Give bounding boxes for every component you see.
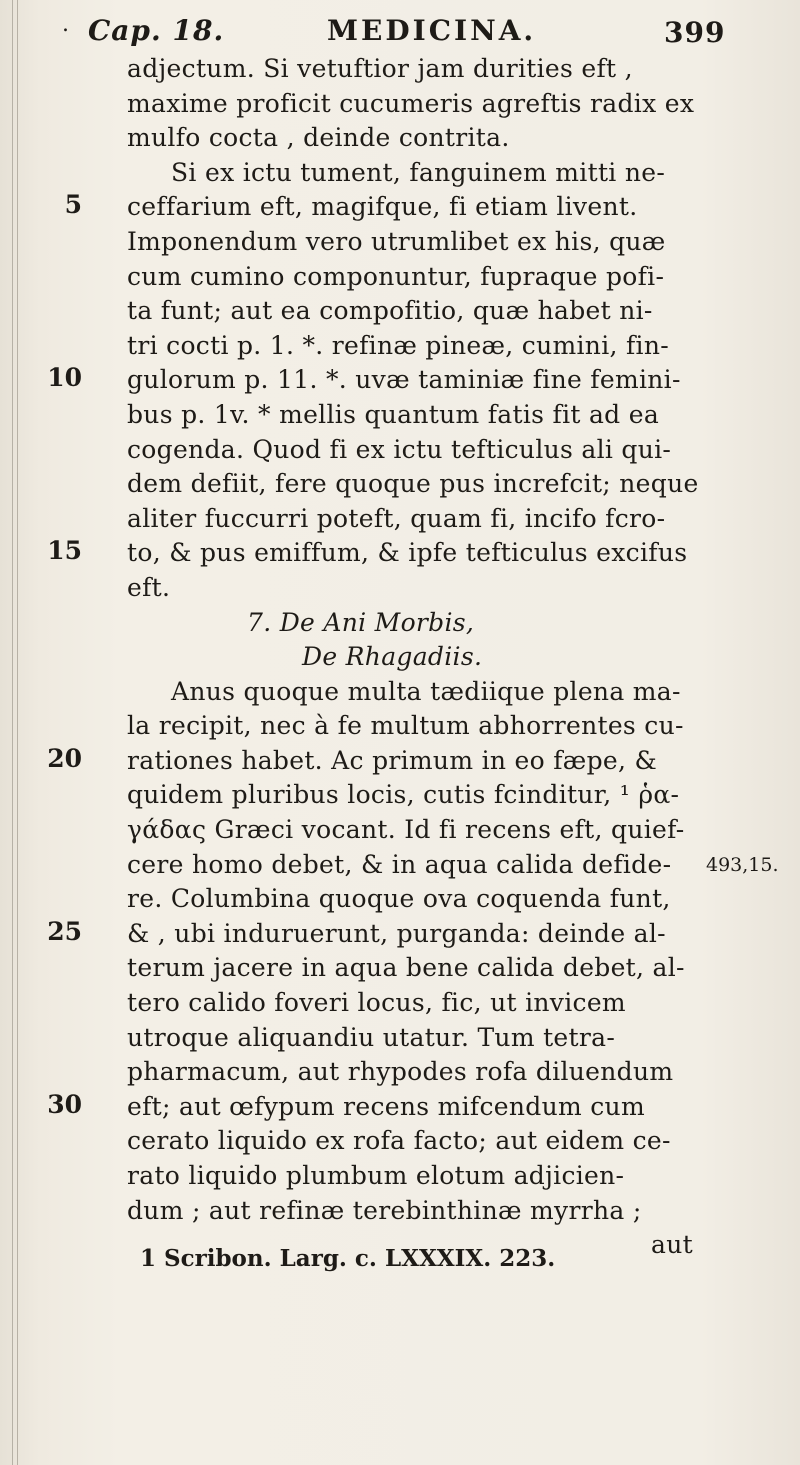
text-line: Imponendum vero utrumlibet ex his, quæ xyxy=(127,226,666,256)
line-number: 30 xyxy=(47,1090,82,1119)
line-number: 25 xyxy=(47,917,82,946)
text-line: utroque aliquandiu utatur. Tum tetra- xyxy=(127,1022,616,1052)
section-heading: 7. De Ani Morbis, xyxy=(247,607,475,637)
text-line: eft; aut œfypum recens mifcendum cum xyxy=(127,1091,645,1121)
text-line: γάδας Græci vocant. Id fi recens eft, quief- xyxy=(127,815,685,845)
text-line: rationes habet. Ac primum in eo fæpe, & xyxy=(127,745,658,775)
text-line: & , ubi induruerunt, purganda: deinde al- xyxy=(127,918,666,948)
text-line: cerato liquido ex rofa facto; aut eidem ce- xyxy=(127,1126,671,1156)
text-line: terum jacere in aqua bene calida debet, al- xyxy=(127,953,685,983)
catchword: aut xyxy=(651,1230,693,1260)
line-number: 10 xyxy=(47,363,82,392)
text-line: mulfo cocta , deinde contrita. xyxy=(127,123,510,153)
text-line: cum cumino componuntur, fupraque pofi- xyxy=(127,261,665,291)
text-line: pharmacum, aut rhypodes rofa diluendum xyxy=(127,1057,674,1087)
text-line: la recipit, nec à fe multum abhorrentes cu- xyxy=(127,711,684,741)
line-number: 20 xyxy=(47,744,82,773)
text-line: rato liquido plumbum elotum adjicien- xyxy=(127,1161,625,1190)
margin-reference: 493,15. xyxy=(706,854,779,876)
text-line: Si ex ictu tument, fanguinem mitti ne- xyxy=(171,157,666,187)
text-line: to, & pus emiffum, & ipfe tefticulus excifus xyxy=(127,538,688,568)
text-line: cere homo debet, & in aqua calida defide- xyxy=(127,849,672,879)
text-line: cogenda. Quod fi ex ictu tefticulus ali qui- xyxy=(127,434,672,464)
page-edge-line xyxy=(12,0,13,1465)
header-mark: . xyxy=(62,12,70,37)
text-line: adjectum. Si vetuftior jam durities eft , xyxy=(127,54,633,83)
section-subheading: De Rhagadiis. xyxy=(302,642,483,672)
text-line: bus p. 1v. * mellis quantum fatis fit ad ea xyxy=(127,399,660,429)
line-number: 5 xyxy=(64,190,82,219)
text-line: dem defiit, fere quoque pus increfcit; neque xyxy=(127,469,699,499)
chapter-label: Cap. 18. xyxy=(88,14,225,47)
page-edge-line xyxy=(17,0,18,1465)
text-line: ta funt; aut ea compofitio, quæ habet ni- xyxy=(127,296,653,326)
text-line: dum ; aut refinæ terebinthinæ myrrha ; xyxy=(127,1195,642,1225)
text-line: aliter fuccurri poteft, quam fi, incifo fcro- xyxy=(127,503,666,533)
main-text xyxy=(127,52,747,1263)
running-header xyxy=(62,10,742,54)
text-line: re. Columbina quoque ova coquenda funt, xyxy=(127,884,671,914)
line-number: 15 xyxy=(47,536,82,565)
page-number: 399 xyxy=(664,16,726,49)
text-line: ceffarium eft, magifque, fi etiam livent. xyxy=(127,192,638,222)
text-line: quidem pluribus locis, cutis fcinditur, ¹ ῥα- xyxy=(127,780,680,810)
running-title: MEDICINA. xyxy=(327,14,537,47)
text-line: maxime proficit cucumeris agreftis radix ex xyxy=(127,88,695,118)
footnote: 1 Scribon. Larg. c. LXXXIX. 223. xyxy=(140,1245,556,1272)
text-line: tero calido foveri locus, fic, ut invicem xyxy=(127,988,626,1018)
text-line: Anus quoque multa tædiique plena ma- xyxy=(171,676,681,706)
text-line: eft. xyxy=(127,572,171,602)
text-line: tri cocti p. 1. *. refinæ pineæ, cumini, fin- xyxy=(127,330,669,360)
text-line: gulorum p. 11. *. uvæ taminiæ fine femini- xyxy=(127,365,681,395)
